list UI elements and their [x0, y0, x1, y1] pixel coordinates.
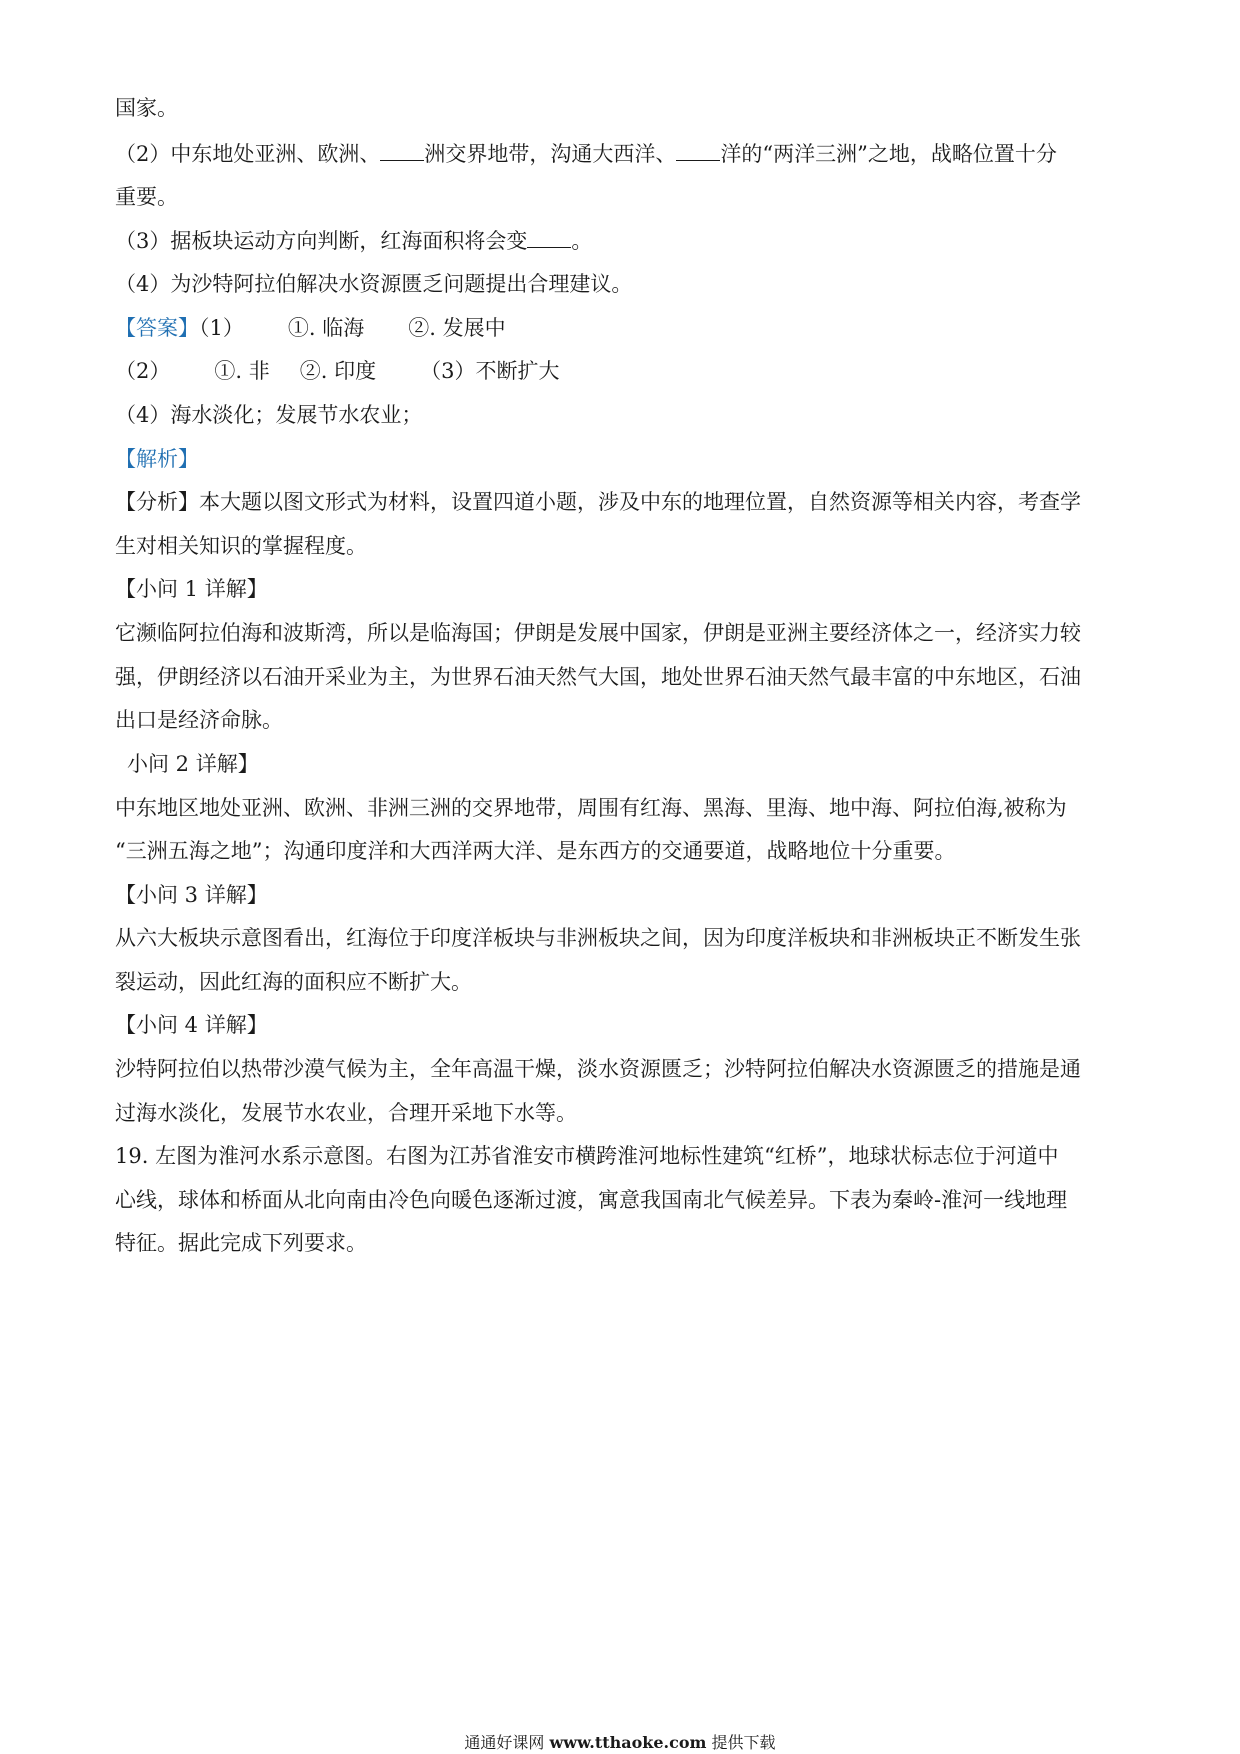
paragraph-line: 裂运动，因此红海的面积应不断扩大。 — [115, 970, 472, 994]
paragraph-line: “三洲五海之地”；沟通印度洋和大西洋两大洋、是东西方的交通要道，战略地位十分重要。 — [115, 839, 956, 863]
answer-line-1: 【答案】（1） ①. 临海 ②. 发展中 — [115, 316, 506, 340]
page-footer — [0, 1734, 1240, 1752]
paragraph-line: 中东地区地处亚洲、欧洲、非洲三洲的交界地带，周围有红海、黑海、里海、地中海、阿拉伯海,被称为 — [115, 796, 1067, 820]
fill-blank — [527, 227, 571, 248]
text-line: 国家。 — [115, 96, 178, 120]
question-2-line: （2）中东地处亚洲、欧洲、 洲交界地带，沟通大西洋、 洋的“两洋三洲”之地，战略位置十分 — [115, 142, 1057, 166]
text-line: 重要。 — [115, 185, 178, 209]
footer-site-name: 通通好课网 — [464, 1733, 545, 1752]
paragraph-line: 它濒临阿拉伯海和波斯湾，所以是临海国；伊朗是发展中国家，伊朗是亚洲主要经济体之一，经济实力较 — [115, 621, 1081, 645]
paragraph-line: 出口是经济命脉。 — [115, 708, 283, 732]
paragraph-line: 沙特阿拉伯以热带沙漠气候为主，全年高温干燥，淡水资源匮乏；沙特阿拉伯解决水资源匮乏的措施是通 — [115, 1057, 1081, 1081]
question-19-line: 心线，球体和桥面从北向南由冷色向暖色逐渐过渡，寓意我国南北气候差异。下表为秦岭-淮河一线地理 — [115, 1188, 1068, 1212]
subquestion-title: 【小问 1 详解】 — [115, 577, 268, 601]
fill-blank — [380, 140, 424, 161]
question-4-line: （4）为沙特阿拉伯解决水资源匮乏问题提出合理建议。 — [115, 272, 633, 296]
footer-url[interactable]: www.tthaoke.com — [549, 1733, 707, 1752]
question-19-line: 特征。据此完成下列要求。 — [115, 1231, 367, 1255]
paragraph-line: 强，伊朗经济以石油开采业为主，为世界石油天然气大国，地处世界石油天然气最丰富的中东地区，石油 — [115, 665, 1081, 689]
analysis-line: 【分析】本大题以图文形式为材料，设置四道小题，涉及中东的地理位置，自然资源等相关内容，考查学 — [115, 490, 1081, 514]
subquestion-title: 【小问 3 详解】 — [115, 883, 268, 907]
answer-line-2: （2） ①. 非 ②. 印度 （3）不断扩大 — [115, 359, 560, 383]
question-19-line: 19. 左图为淮河水系示意图。右图为江苏省淮安市横跨淮河地标性建筑“红桥”，地球状标志位于河道中 — [115, 1144, 1059, 1168]
answer-line-3: （4）海水淡化；发展节水农业； — [115, 403, 423, 427]
fill-blank — [676, 140, 720, 161]
jiexi-label: 【解析】 — [115, 447, 199, 471]
subquestion-title: 【小问 4 详解】 — [115, 1013, 268, 1037]
question-3-line: （3）据板块运动方向判断，红海面积将会变 。 — [115, 229, 593, 253]
paragraph-line: 过海水淡化，发展节水农业，合理开采地下水等。 — [115, 1101, 577, 1125]
answer-label: 【答案】 — [115, 316, 199, 340]
paragraph-line: 从六大板块示意图看出，红海位于印度洋板块与非洲板块之间，因为印度洋板块和非洲板块正不断发生张 — [115, 926, 1081, 950]
subquestion-title: 小问 2 详解】 — [127, 752, 259, 776]
footer-suffix: 提供下载 — [711, 1733, 776, 1752]
analysis-line: 生对相关知识的掌握程度。 — [115, 534, 367, 558]
